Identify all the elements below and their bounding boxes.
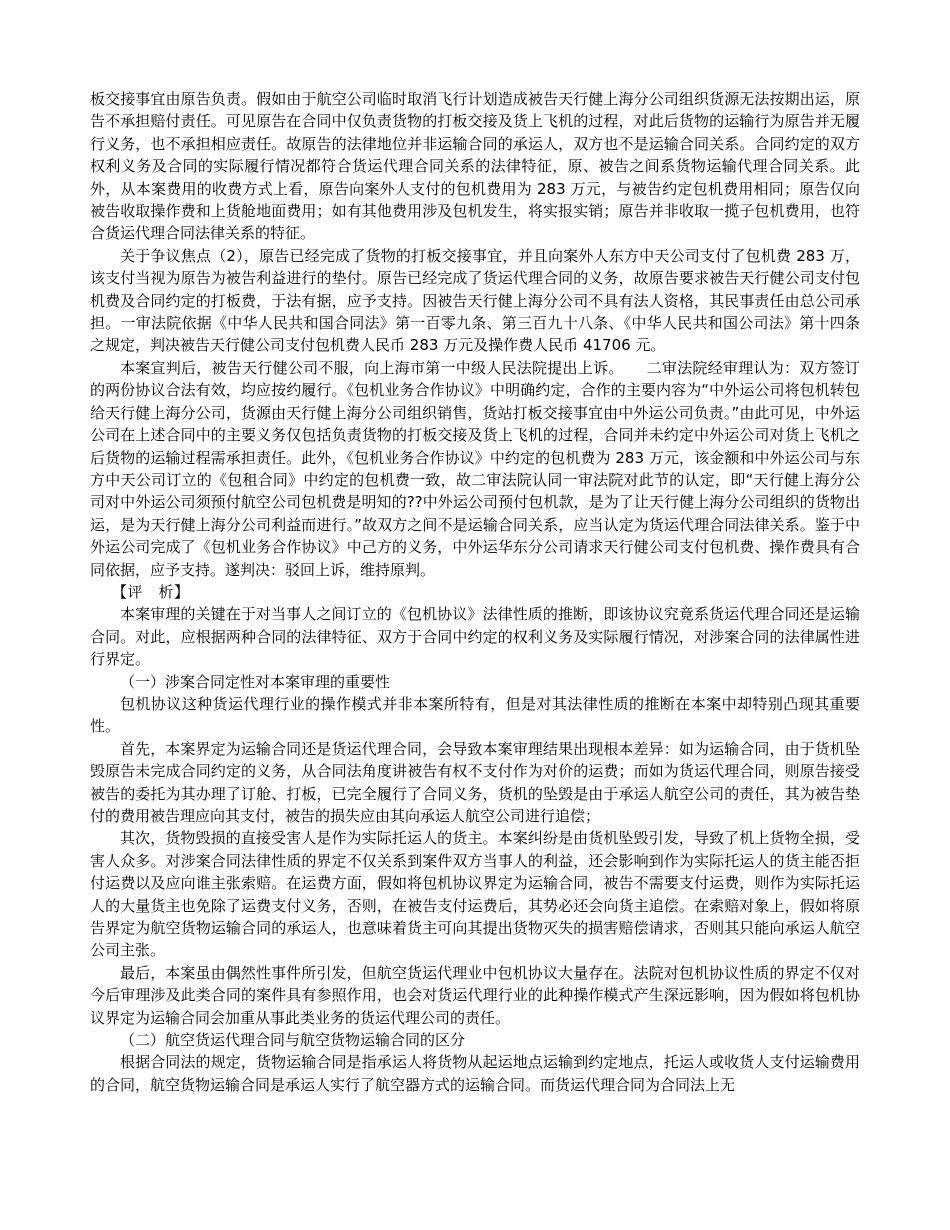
section-heading-distinction: （二）航空货运代理合同与航空货物运输合同的区分 xyxy=(120,1031,466,1050)
section1-paragraph-4: 最后，本案虽由偶然性事件所引发，但航空货运代理业中包机协议大量存在。法院对包机协议性质的界定不仅对今后审理涉及此类合同的案件具有参照作用，也会对货运代理行业的此种操作模式产生深远影响，因为假如将包机协议界定为运输合同会加重从事此类业务的货运代理公司的责任。 xyxy=(90,963,860,1027)
body-paragraph-continued: 板交接事宜由原告负责。假如由于航空公司临时取消飞行计划造成被告天行健上海分公司组织货源无法按期出运，原告不承担赔付责任。可见原告在合同中仅负责货物的打板交接及货上飞机的过程，对此后货物的运输行为原告并无履行义务，也不承担相应责任。故原告的法律地位并非运输合同的承运人，双方也不是运输合同关系。合同约定的双方权利义务及合同的实际履行情况都符合货运代理合同关系的法律特征，原、被告之间系货物运输代理合同关系。此外，从本案费用的收费方式上看，原告向案外人支付的包机费用为 283 万元，与被告约定包机费用相同；原告仅向被告收取操作费和上货舱地面费用；如有其他费用涉及包机发生，将实报实销；原告并非收取一揽子包机费用，也符合货运代理合同法律关系的特征。 xyxy=(90,90,860,243)
analysis-paragraph: 本案审理的关键在于对当事人之间订立的《包机协议》法律性质的推断，即该协议究竟系货运代理合同还是运输合同。对此，应根据两种合同的法律特征、双方于合同中约定的权利义务及实际履行情况，对涉案合同的法律属性进行界定。 xyxy=(90,605,860,669)
body-paragraph-appeal: 本案宣判后，被告天行健公司不服，向上海市第一中级人民法院提出上诉。 二审法院经审理认为：双方签订的两份协议合法有效，均应按约履行。《包机业务合作协议》中明确约定，合作的主要内容为“中外运公司将包机转包给天行健上海分公司，货源由天行健上海分公司组织销售，货站打板交接事宜由中外运公司负责。”由此可见，中外运公司在上述合同中的主要义务仅包括负责货物的打板交接及货上飞机的过程，合同并未约定中外运公司对货上飞机之后货物的运输过程需承担责任。此外，《包机业务合作协议》中约定的包机费为 283 万元，该金额和中外运公司与东方中天公司订立的《包租合同》中约定的包机费一致，故二审法院认同一审法院对此节的认定，即“天行健上海分公司对中外运公司须预付航空公司包机费是明知的??中外运公司预付包机款，是为了让天行健上海分公司组织的货物出运，是为天行健上海分公司利益而进行。”故双方之间不是运输合同关系，应当认定为货运代理合同法律关系。鉴于中外运公司完成了《包机业务合作协议》中己方的义务，中外运华东分公司请求天行健公司支付包机费、操作费具有合同依据，应予支持。遂判决：驳回上诉，维持原判。 xyxy=(90,358,860,579)
section1-paragraph-1: 包机协议这种货运代理行业的操作模式并非本案所特有，但是对其法律性质的推断在本案中却特别凸现其重要性。 xyxy=(90,694,860,736)
section1-paragraph-3: 其次，货物毁损的直接受害人是作为实际托运人的货主。本案纠纷是由货机坠毁引发，导致了机上货物全损，受害人众多。对涉案合同法律性质的界定不仅关系到案件双方当事人的利益，还会影响到作为实际托运人的货主能否拒付运费以及应向谁主张索赔。在运费方面，假如将包机协议界定为运输合同，被告不需要支付运费，则作为实际托运人的大量货主也免除了运费支付义务，否则，在被告支付运费后，其势必还会向货主追偿。在索赔对象上，假如将原告界定为航空货物运输合同的承运人，也意味着货主可向其提出货物灭失的损害赔偿请求，否则其只能向承运人航空公司主张。 xyxy=(90,829,860,960)
analysis-heading: 【评 析】 xyxy=(112,582,190,601)
body-paragraph-dispute-focus: 关于争议焦点（2），原告已经完成了货物的打板交接事宜，并且向案外人东方中天公司支付了包机费 283 万，该支付当视为原告为被告利益进行的垫付。原告已经完成了货运代理合同的义务，故原告要求被告天行健公司支付包机费及合同约定的打板费，于法有据，应予支持。因被告天行健上海分公司不具有法人资格，其民事责任由总公司承担。一审法院依据《中华人民共和国合同法》第一百零九条、第三百九十八条、《中华人民共和国公司法》第十四条之规定，判决被告天行健公司支付包机费人民币 283 万元及操作费人民币 41706 元。 xyxy=(90,246,860,355)
section2-paragraph-1: 根据合同法的规定，货物运输合同是指承运人将货物从起运地点运输到约定地点，托运人或收货人支付运输费用的合同，航空货物运输合同是承运人实行了航空器方式的运输合同。而货运代理合同为合同法上无 xyxy=(90,1053,860,1094)
document-page xyxy=(90,88,860,1096)
section-heading-importance: （一）涉案合同定性对本案审理的重要性 xyxy=(120,672,391,691)
section1-paragraph-2: 首先，本案界定为运输合同还是货运代理合同，会导致本案审理结果出现根本差异：如为运输合同，由于货机坠毁原告未完成合同约定的义务，从合同法角度讲被告有权不支付作为对价的运费；而如为货运代理合同，则原告接受被告的委托为其办理了订舱、打板，已完全履行了合同义务，货机的坠毁是由于承运人航空公司的责任，其为被告垫付的费用被告理应向其支付，被告的损失应由其向承运人航空公司进行追偿； xyxy=(90,739,860,825)
